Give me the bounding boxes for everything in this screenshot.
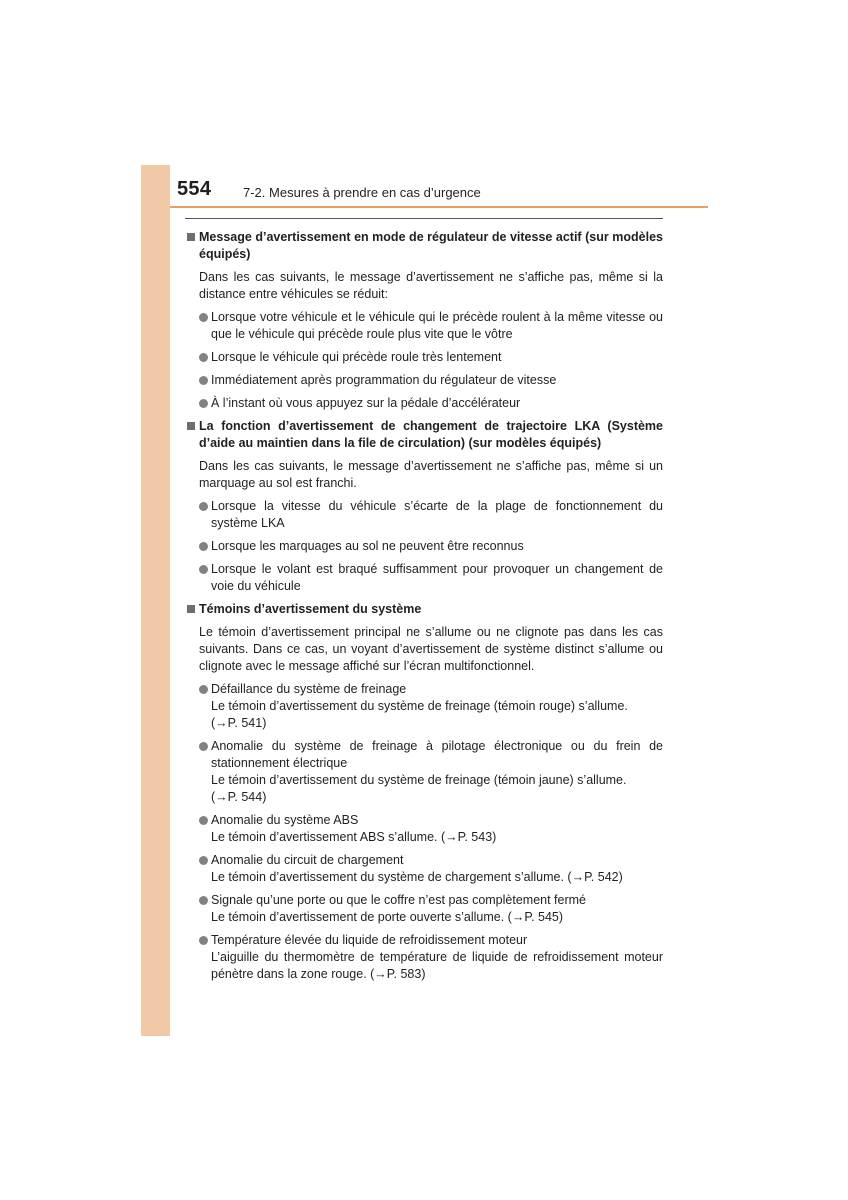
circle-bullet-icon [199, 353, 208, 362]
list-item: Lorsque votre véhicule et le véhicule qui le précède roulent à la même vitesse ou que le véhicule qui précède roule plus vite que le vôtre [199, 309, 663, 343]
section-system-warning-lights [185, 601, 663, 983]
circle-bullet-icon [199, 376, 208, 385]
list-item: Défaillance du système de freinage Le témoin d’avertissement du système de freinage (témoin rouge) s’allume. (→P. 541) [199, 681, 663, 732]
list-item: Lorsque les marquages au sol ne peuvent être reconnus [199, 538, 663, 555]
content-rule [185, 218, 663, 219]
list-item: À l’instant où vous appuyez sur la pédale d’accélérateur [199, 395, 663, 412]
page-number: 554 [177, 178, 212, 200]
circle-bullet-icon [199, 399, 208, 408]
chapter-tab-bar [141, 165, 170, 1036]
section-paragraph: Le témoin d’avertissement principal ne s’allume ou ne clignote pas dans les cas suivants. Dans ce cas, un voyant d’avertissement de système distinct s’allume ou clignote avec le message affiché sur l’écran multifonctionnel. [199, 625, 663, 673]
square-bullet-icon [187, 233, 195, 241]
section-paragraph: Dans les cas suivants, le message d’avertissement ne s’affiche pas, même si un marquage au sol est franchi. [199, 459, 663, 490]
circle-bullet-icon [199, 856, 208, 865]
circle-bullet-icon [199, 742, 208, 751]
circle-bullet-icon [199, 502, 208, 511]
circle-bullet-icon [199, 896, 208, 905]
chapter-title: 7-2. Mesures à prendre en cas d’urgence [243, 185, 481, 200]
list-item: Température élevée du liquide de refroidissement moteur L’aiguille du thermomètre de température de liquide de refroidissement moteur pénètre dans la zone rouge. (→P. 583) [199, 932, 663, 983]
list-item: Immédiatement après programmation du régulateur de vitesse [199, 372, 663, 389]
section-heading: Message d’avertissement en mode de régulateur de vitesse actif (sur modèles équipés) [185, 229, 663, 263]
circle-bullet-icon [199, 542, 208, 551]
section-heading: La fonction d’avertissement de changement de trajectoire LKA (Système d’aide au maintien dans la file de circulation) (sur modèles équipés) [185, 418, 663, 452]
section-cruise-control-warning [185, 229, 663, 412]
list-item: Anomalie du circuit de chargement Le témoin d’avertissement du système de chargement s’allume. (→P. 542) [199, 852, 663, 886]
square-bullet-icon [187, 422, 195, 430]
section-lka-warning [185, 418, 663, 595]
list-item: Lorsque le véhicule qui précède roule très lentement [199, 349, 663, 366]
circle-bullet-icon [199, 936, 208, 945]
list-item: Anomalie du système ABS Le témoin d’avertissement ABS s’allume. (→P. 543) [199, 812, 663, 846]
list-item: Lorsque le volant est braqué suffisamment pour provoquer un changement de voie du véhicule [199, 561, 663, 595]
circle-bullet-icon [199, 685, 208, 694]
square-bullet-icon [187, 605, 195, 613]
section-paragraph: Dans les cas suivants, le message d’avertissement ne s’affiche pas, même si la distance entre véhicules se réduit: [199, 270, 663, 301]
list-item: Lorsque la vitesse du véhicule s’écarte de la plage de fonctionnement du système LKA [199, 498, 663, 532]
header-rule [170, 206, 708, 208]
page-reference: (→P. 544) [211, 790, 267, 804]
circle-bullet-icon [199, 565, 208, 574]
section-heading: Témoins d’avertissement du système [185, 601, 663, 618]
list-item: Signale qu’une porte ou que le coffre n’est pas complètement fermé Le témoin d’avertissement de porte ouverte s’allume. (→P. 545) [199, 892, 663, 926]
circle-bullet-icon [199, 816, 208, 825]
page-content [185, 229, 663, 989]
circle-bullet-icon [199, 313, 208, 322]
list-item: Anomalie du système de freinage à pilotage électronique ou du frein de stationnement électrique Le témoin d’avertissement du système de freinage (témoin jaune) s’allume. (→P. 544) [199, 738, 663, 806]
page-reference: (→P. 541) [211, 716, 267, 730]
